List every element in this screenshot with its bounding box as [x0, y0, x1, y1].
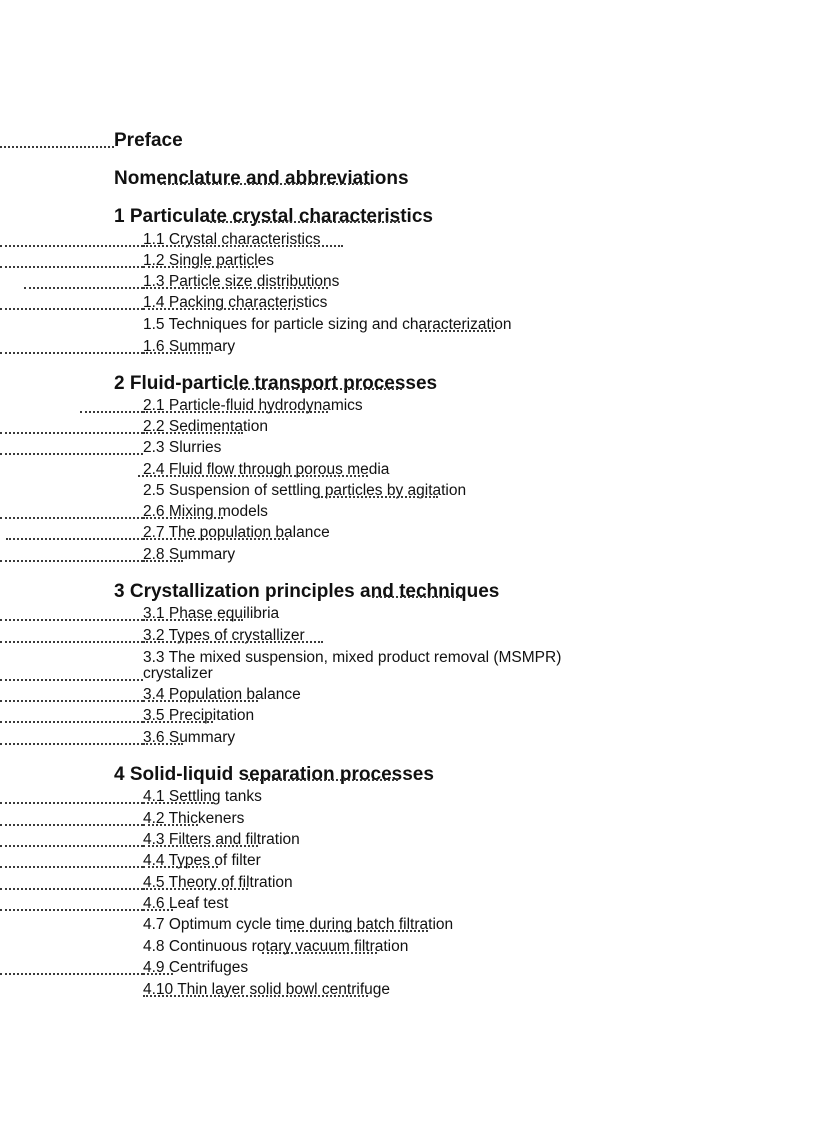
toc-item-label: 2.5 Suspension of settling particles by agitation — [143, 482, 467, 499]
toc-item[interactable] — [0, 874, 816, 891]
toc-item-label: 1.5 Techniques for particle sizing and characterization — [143, 316, 512, 333]
toc-item-label: 3.5 Precipitation — [143, 707, 255, 724]
toc-item[interactable] — [0, 252, 816, 269]
toc-item[interactable] — [0, 482, 816, 499]
toc-nomenclature[interactable] — [0, 168, 816, 189]
toc-item-label: 2.4 Fluid flow through porous media — [143, 461, 390, 478]
toc-item[interactable] — [0, 729, 816, 746]
toc-item[interactable] — [0, 895, 816, 912]
toc-heading: 4 Solid-liquid separation processes — [114, 764, 434, 785]
toc-item[interactable] — [0, 546, 816, 563]
toc-item[interactable] — [0, 852, 816, 869]
toc-chapter-1[interactable] — [0, 206, 816, 227]
toc-item[interactable] — [0, 524, 816, 541]
toc-item-label: 3.2 Types of crystallizer — [143, 627, 305, 644]
toc-item-label: 1.6 Summary — [143, 338, 236, 355]
toc-item[interactable] — [0, 788, 816, 805]
toc-item[interactable] — [0, 461, 816, 478]
toc-item[interactable] — [0, 916, 816, 933]
toc-item-label: 4.9 Centrifuges — [143, 959, 249, 976]
toc-item[interactable] — [0, 231, 816, 248]
toc-item-label: 4.10 Thin layer solid bowl centrifuge — [143, 981, 390, 998]
toc-heading: 1 Particulate crystal characteristics — [114, 206, 433, 227]
toc-item-label: 4.1 Settling tanks — [143, 788, 262, 805]
toc-item-label: 3.3 The mixed suspension, mixed product removal (MSMPR) — [143, 649, 562, 666]
toc-item[interactable] — [0, 831, 816, 848]
toc-item[interactable] — [0, 605, 816, 622]
toc-item-label: 1.4 Packing characteristics — [143, 294, 328, 311]
toc-item[interactable] — [0, 938, 816, 955]
toc-item-label: 4.4 Types of filter — [143, 852, 261, 869]
toc-heading: 2 Fluid-particle transport processes — [114, 373, 438, 394]
toc-item-continued[interactable] — [0, 665, 816, 682]
toc-item-label: 4.7 Optimum cycle time during batch filtration — [143, 916, 454, 933]
toc-item-label: 2.2 Sedimentation — [143, 418, 268, 435]
toc-chapter-3[interactable] — [0, 581, 816, 602]
toc-item-label: 4.6 Leaf test — [143, 895, 229, 912]
toc-chapter-4[interactable] — [0, 764, 816, 785]
toc-item[interactable] — [0, 316, 816, 333]
toc-item[interactable] — [0, 338, 816, 355]
toc-item-label: 1.1 Crystal characteristics — [143, 231, 321, 248]
toc-item-label: 2.7 The population balance — [143, 524, 330, 541]
toc-preface[interactable] — [0, 130, 816, 151]
toc-item[interactable] — [0, 649, 816, 666]
toc-heading: Preface — [114, 130, 183, 151]
toc-item[interactable] — [0, 707, 816, 724]
toc-item[interactable] — [0, 273, 816, 290]
toc-item[interactable] — [0, 503, 816, 520]
toc-item[interactable] — [0, 959, 816, 976]
toc-item[interactable] — [0, 439, 816, 456]
toc-heading: Nomenclature and abbreviations — [114, 168, 409, 189]
toc-item-label: 3.4 Population balance — [143, 686, 301, 703]
toc-item[interactable] — [0, 627, 816, 644]
toc-item-label: 3.1 Phase equilibria — [143, 605, 280, 622]
toc-item-label: 2.3 Slurries — [143, 439, 222, 456]
toc-item-label: 3.6 Summary — [143, 729, 236, 746]
toc-item-label: 1.3 Particle size distributions — [143, 273, 340, 290]
toc-item-label: 2.6 Mixing models — [143, 503, 268, 520]
toc-heading: 3 Crystallization principles and techniques — [114, 581, 500, 602]
toc-item[interactable] — [0, 686, 816, 703]
toc-item[interactable] — [0, 810, 816, 827]
toc-item-label: 4.3 Filters and filtration — [143, 831, 300, 848]
toc-item-label: crystalizer — [143, 665, 213, 682]
toc-item-label: 4.5 Theory of filtration — [143, 874, 293, 891]
toc-chapter-2[interactable] — [0, 373, 816, 394]
toc-item-label: 2.8 Summary — [143, 546, 236, 563]
toc-item[interactable] — [0, 981, 816, 998]
toc-item-label: 2.1 Particle-fluid hydrodynamics — [143, 397, 363, 414]
toc-item-label: 1.2 Single particles — [143, 252, 274, 269]
toc-item[interactable] — [0, 397, 816, 414]
toc-item-label: 4.2 Thickeners — [143, 810, 245, 827]
toc-item-label: 4.8 Continuous rotary vacuum filtration — [143, 938, 409, 955]
toc-item[interactable] — [0, 294, 816, 311]
toc-item[interactable] — [0, 418, 816, 435]
